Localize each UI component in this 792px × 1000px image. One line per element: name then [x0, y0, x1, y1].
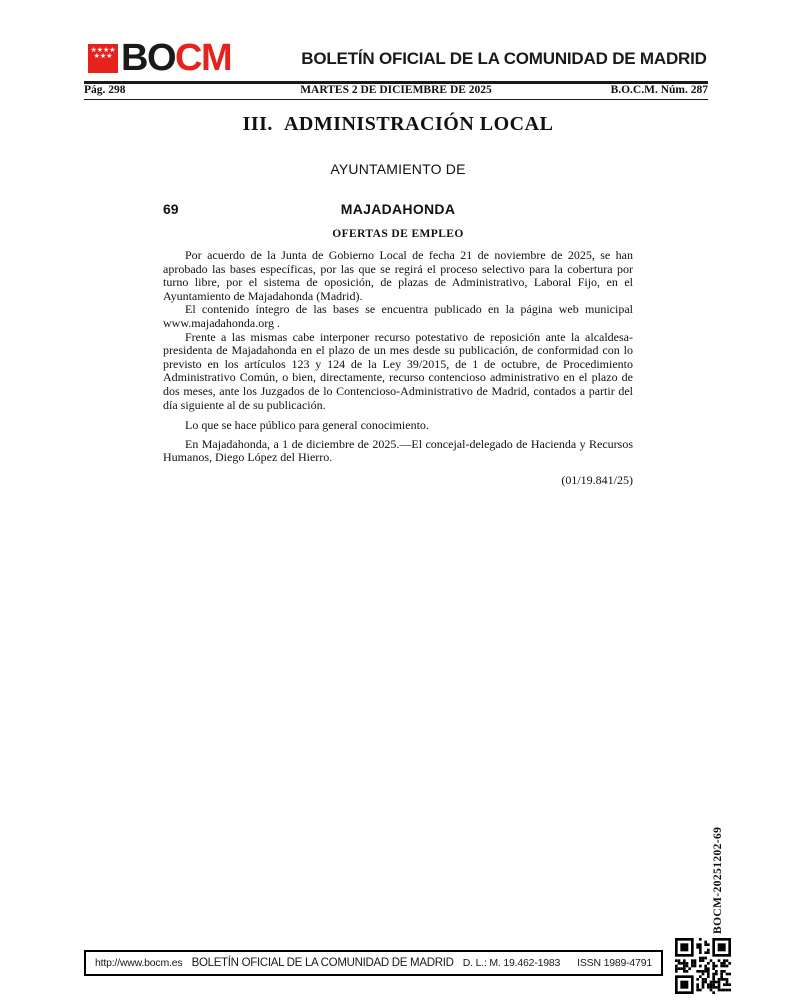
header-meta-row	[84, 84, 708, 98]
closing-paragraph: Lo que se hace público para general conocimiento.	[185, 418, 429, 433]
logo-text-bo: BO	[121, 37, 175, 79]
issue-number-label: B.O.C.M. Núm. 287	[610, 84, 708, 96]
subsection-title: OFERTAS DE EMPLEO	[332, 228, 464, 240]
footer-deposit-label: D. L.: M. 19.462-1983	[462, 957, 561, 969]
section-number: III.	[242, 113, 273, 135]
madrid-flag-icon	[88, 44, 118, 73]
reference-code: (01/19.841/25)	[561, 472, 633, 487]
header-rule-thin	[84, 99, 708, 100]
logo-text-cm: CM	[175, 37, 232, 79]
bocm-logo	[88, 37, 232, 79]
footer-bar	[84, 950, 663, 976]
paragraph: El contenido íntegro de las bases se encuentra publicado en la página web municipal www.majadahonda.org .	[163, 302, 633, 330]
bocm-logo-text	[121, 37, 232, 79]
flag-stars-row1: ★★★★	[90, 46, 116, 54]
document-content	[163, 112, 633, 488]
vertical-document-code: BOCM-20251202-69	[712, 826, 724, 934]
footer-issn-label: ISSN 1989-4791	[577, 957, 652, 969]
entity-line1: AYUNTAMIENTO DE	[330, 161, 466, 177]
qr-code	[675, 938, 731, 994]
flag-stars-row2: ★★★	[93, 52, 113, 60]
issue-date-label: MARTES 2 DE DICIEMBRE DE 2025	[300, 84, 492, 96]
page-number-label: Pág. 298	[84, 84, 126, 96]
signature-paragraph: En Majadahonda, a 1 de diciembre de 2025.—El concejal-delegado de Hacienda y Recursos Humanos, Diego López del Hierro.	[163, 436, 633, 465]
paragraph: Por acuerdo de la Junta de Gobierno Local de fecha 21 de noviembre de 2025, se han aprobado las bases específicas, por las que se regirá el proceso selectivo para la cobertura por turno libre, por el sistema de oposición, de plazas de Administrativo, Laboral Fijo, en el Ayuntamiento de Majadahonda (Madrid).	[163, 248, 633, 303]
body-text	[163, 249, 633, 465]
section-title	[163, 112, 633, 136]
footer-url: http://www.bocm.es	[95, 957, 183, 969]
item-number: 69	[163, 201, 179, 217]
entity-line2: MAJADAHONDA	[340, 201, 456, 217]
footer-bulletin-title: BOLETÍN OFICIAL DE LA COMUNIDAD DE MADRID	[191, 957, 454, 969]
paragraph: Frente a las mismas cabe interponer recurso potestativo de reposición ante la alcaldesa-presidenta de Majadahonda en el plazo de un mes desde su publicación, de conformidad con lo previsto en los artículos 123 y 124 de la Ley 39/2015, de 1 de octubre, de Procedimiento Administrativo Común, o bien, directamente, recurso contencioso administrativo en el plazo de dos meses, ante los Juzgados de lo Contencioso-Administrativo de Madrid, contados a partir del día siguiente al de su publicación.	[163, 329, 633, 412]
section-name: ADMINISTRACIÓN LOCAL	[283, 113, 554, 135]
bulletin-title: BOLETÍN OFICIAL DE LA COMUNIDAD DE MADRID	[301, 49, 707, 68]
entity-row	[163, 201, 633, 217]
